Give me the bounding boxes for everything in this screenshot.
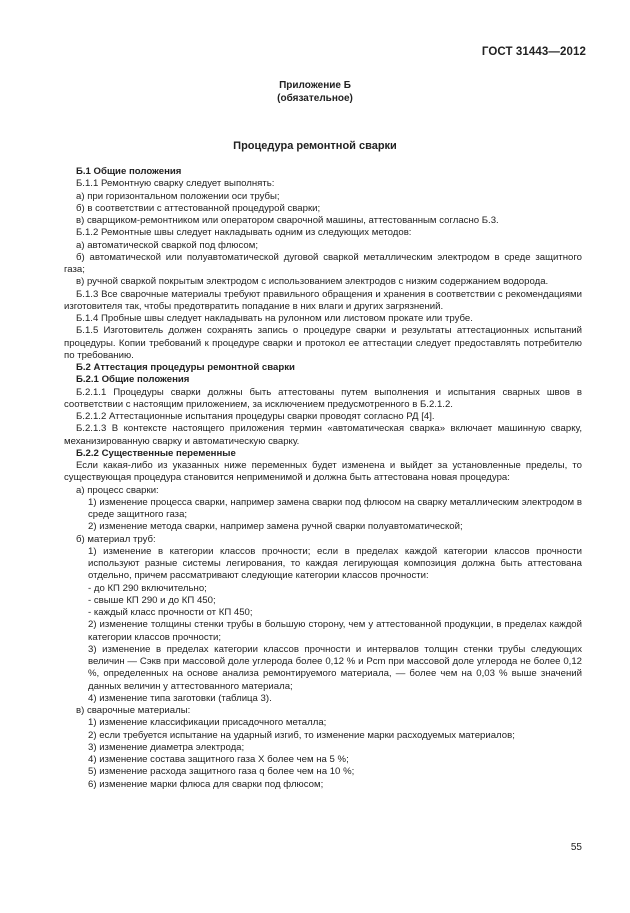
paragraph: Б.1 Общие положения	[76, 166, 182, 177]
paragraph: 3) изменение в пределах категории классов прочности и интервалов толщин стенки трубы следующих величин — Сэкв при массовой доле углерода более 0,12 % и Рсm при массовой доле углерода не более 0,12 %, определенных на основе анализа ремонтируемого материала, — более чем на 0,03 % выше значений данных величин у аттестованного материала;	[88, 643, 582, 692]
paragraph: в) ручной сваркой покрытым электродом с использованием электродов с низким содержанием водорода.	[76, 276, 549, 288]
paragraph: Б.2.1.3 В контексте настоящего приложения термин «автоматическая сварка» включает машинную сварку, механизированную сварку и автоматическую сварку.	[64, 423, 582, 447]
appendix-status: (обязательное)	[277, 93, 353, 104]
paragraph: Б.2.2 Существенные переменные	[76, 447, 236, 459]
paragraph: Б.1.4 Пробные швы следует накладывать на рулонном или листовом прокате или трубе.	[76, 313, 473, 324]
page-number: 55	[570, 842, 582, 853]
paragraph: б) материал труб:	[76, 533, 156, 545]
paragraph: 1) изменение классификации присадочного металла;	[88, 717, 327, 729]
document-header: ГОСТ 31443—2012	[481, 46, 586, 58]
document-body	[64, 166, 582, 791]
paragraph: 2) изменение толщины стенки трубы в большую сторону, чем у аттестованной продукции, в пределах каждой категории классов прочности;	[88, 619, 582, 643]
paragraph: 2) изменение метода сварки, например замена ручной сварки полуавтоматической;	[88, 521, 463, 533]
paragraph: 3) изменение диаметра электрода;	[88, 741, 245, 753]
paragraph: - до КП 290 включительно;	[88, 582, 207, 594]
paragraph: Б.2 Аттестация процедуры ремонтной сварки	[76, 362, 295, 373]
paragraph: 4) изменение состава защитного газа X более чем на 5 %;	[88, 754, 349, 765]
paragraph: 6) изменение марки флюса для сварки под флюсом;	[88, 778, 324, 790]
appendix-title: Приложение Б	[279, 80, 351, 91]
paragraph: Б.2.1 Общие положения	[76, 374, 190, 386]
paragraph: а) процесс сварки:	[76, 484, 159, 496]
paragraph: Б.2.1.1 Процедуры сварки должны быть аттестованы путем выполнения и испытания сварных швов в соответствии с настоящим приложением, за исключением предусмотренного в Б.2.1.2.	[64, 386, 582, 410]
paragraph: Б.1.3 Все сварочные материалы требуют правильного обращения и хранения в соответствии с рекомендациями изготовителя так, чтобы предотвратить попадание в них влаги и других загрязнений.	[64, 288, 582, 312]
paragraph: Б.1.1 Ремонтную сварку следует выполнять:	[76, 178, 275, 190]
paragraph: в) сварочные материалы:	[76, 705, 191, 716]
paragraph: 5) изменение расхода защитного газа q более чем на 10 %;	[88, 766, 355, 778]
paragraph: - каждый класс прочности от КП 450;	[88, 607, 253, 618]
paragraph: Б.1.2 Ремонтные швы следует накладывать одним из следующих методов:	[76, 227, 412, 239]
paragraph: в) сварщиком-ремонтником или оператором сварочной машины, аттестованным согласно Б.3.	[76, 215, 499, 226]
paragraph: 1) изменение процесса сварки, например замена сварки под флюсом на сварку металлическим электродом в среде защитного газа;	[88, 496, 582, 520]
paragraph: а) автоматической сваркой под флюсом;	[76, 239, 258, 251]
paragraph: Б.1.5 Изготовитель должен сохранять запись о процедуре сварки и результаты аттестационных испытаний процедуры. Копии требований к процедуре сварки и протокол ее аттестации следует предоставлять потребителю по требованию.	[64, 325, 582, 361]
paragraph: Если какая-либо из указанных ниже переменных будет изменена и выйдет за установленные пределы, то существующая процедура становится неприменимой и должна быть аттестована новая процедура:	[64, 460, 582, 484]
paragraph: - свыше КП 290 и до КП 450;	[88, 594, 216, 606]
paragraph: 4) изменение типа заготовки (таблица 3).	[88, 692, 272, 704]
paragraph: а) при горизонтальном положении оси трубы;	[76, 190, 280, 202]
section-title: Процедура ремонтной сварки	[233, 140, 397, 152]
paragraph: 1) изменение в категории классов прочности; если в пределах каждой категории классов прочности используют разные системы легирования, то каждая легирующая композиция должна быть аттестована отдельно, причем рассматривают следующие категории классов прочности:	[88, 545, 582, 582]
paragraph: б) в соответствии с аттестованной процедурой сварки;	[76, 202, 321, 214]
paragraph: б) автоматической или полуавтоматической дуговой сваркой металлическим электродом в среде защитного газа;	[64, 251, 582, 275]
paragraph: Б.2.1.2 Аттестационные испытания процедуры сварки проводят согласно РД [4].	[76, 411, 435, 422]
paragraph: 2) если требуется испытание на ударный изгиб, то изменение марки расходуемых материалов;	[88, 729, 515, 741]
